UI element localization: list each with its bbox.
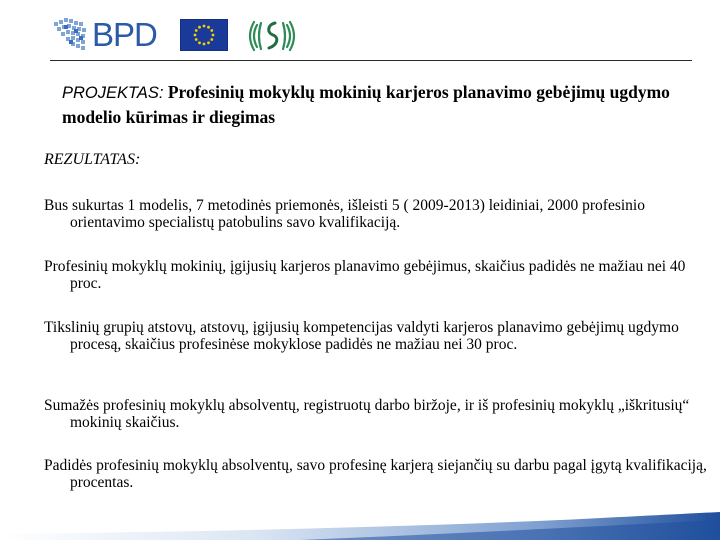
bottom-wave-band [0, 510, 720, 540]
eu-flag-icon [180, 19, 228, 51]
project-label: PROJEKTAS: [62, 84, 164, 102]
result-label: REZULTATAS: [44, 151, 141, 168]
bpd-logo-text: BPD [92, 16, 157, 53]
result-item: Profesinių mokyklų mokinių, įgijusių karjeros planavimo gebėjimus, skaičius padidės ne mažiau nei 40 proc. [44, 258, 686, 292]
header-divider [50, 60, 692, 61]
bpd-mosaic-icon [52, 16, 96, 56]
project-heading [62, 80, 702, 129]
project-title: Profesinių mokyklų mokinių karjeros planavimo gebėjimų ugdymo modelio kūrimas ir diegimas [62, 82, 670, 127]
result-item: Padidės profesinių mokyklų absolventų, savo profesinę karjerą siejančių su darbu pagal įgytą kvalifikaciją, procentas. [44, 457, 707, 491]
emblem-icon [247, 17, 297, 55]
result-item: Sumažės profesinių mokyklų absolventų, registruotų darbo biržoje, ir iš profesinių mokyklų „iškritusių“ mokinių skaičius. [44, 397, 690, 431]
result-item: Bus sukurtas 1 modelis, 7 metodinės priemonės, išleisti 5 ( 2009-2013) leidiniai, 2000 profesinio orientavimo specialistų patobulins savo kvalifikaciją. [44, 197, 645, 231]
result-item: Tikslinių grupių atstovų, atstovų, įgijusių kompetencijas valdyti karjeros planavimo gebėjimų ugdymo procesą, skaičius profesinėse mokyklose padidės ne mažiau nei 30 proc. [44, 319, 679, 353]
bpd-logo [52, 16, 162, 56]
